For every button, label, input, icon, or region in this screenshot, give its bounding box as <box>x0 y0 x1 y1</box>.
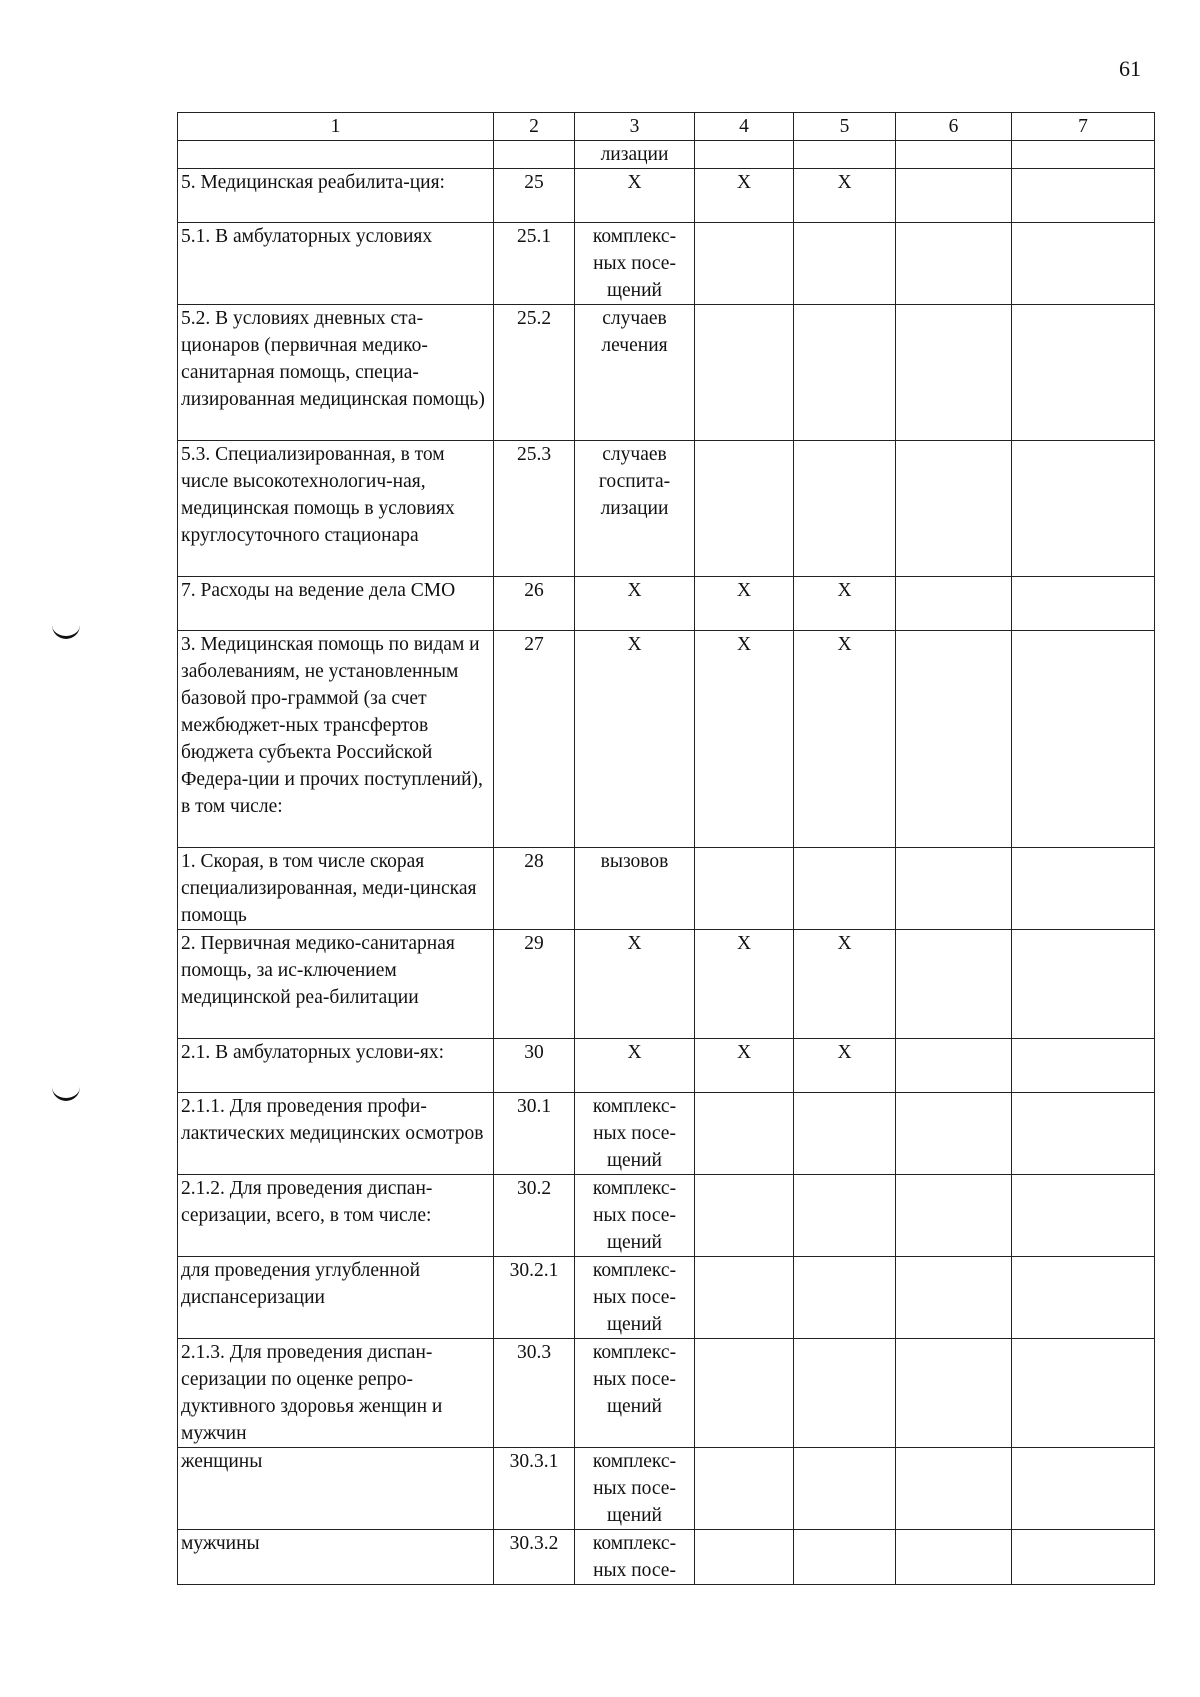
row-label: 2.1.1. Для проведения профи-лактических медицинских осмотров <box>178 1093 494 1175</box>
row-code: 30.3 <box>494 1339 575 1448</box>
row-code: 30 <box>494 1039 575 1093</box>
table-row <box>178 223 1155 305</box>
row-col4 <box>695 223 794 305</box>
row-col7 <box>1012 441 1155 577</box>
data-table <box>177 112 1155 1585</box>
row-label: 2.1.2. Для проведения диспан-серизации, всего, в том числе: <box>178 1175 494 1257</box>
table-row <box>178 441 1155 577</box>
row-unit: комплекс-ных посе-щений <box>575 1257 695 1339</box>
row-unit: X <box>575 1039 695 1093</box>
table-header-row <box>178 113 1155 141</box>
row-col4 <box>695 1175 794 1257</box>
scan-artifact-mark <box>52 622 80 639</box>
row-label: 5.2. В условиях дневных ста-ционаров (первичная медико-санитарная помощь, специа-лизированная медицинская помощь) <box>178 305 494 441</box>
row-code: 26 <box>494 577 575 631</box>
table-row <box>178 930 1155 1039</box>
row-col5 <box>794 223 896 305</box>
row-col6 <box>896 1175 1012 1257</box>
row-code: 25.3 <box>494 441 575 577</box>
row-col7 <box>1012 223 1155 305</box>
row-unit: X <box>575 631 695 848</box>
row-label: женщины <box>178 1448 494 1530</box>
row-code: 30.3.2 <box>494 1530 575 1585</box>
row-col5 <box>794 141 896 169</box>
row-label: 2.1. В амбулаторных услови-ях: <box>178 1039 494 1093</box>
row-col6 <box>896 1530 1012 1585</box>
row-code <box>494 141 575 169</box>
row-col6 <box>896 1339 1012 1448</box>
row-col7 <box>1012 1175 1155 1257</box>
row-col4: X <box>695 631 794 848</box>
row-code: 30.2.1 <box>494 1257 575 1339</box>
row-unit: комплекс-ных посе-щений <box>575 223 695 305</box>
row-label: 5.3. Специализированная, в том числе высокотехнологич-ная, медицинская помощь в условиях круглосуточного стационара <box>178 441 494 577</box>
row-code: 28 <box>494 848 575 930</box>
row-col5: X <box>794 930 896 1039</box>
row-unit: случаев госпита-лизации <box>575 441 695 577</box>
header-cell: 7 <box>1012 113 1155 141</box>
row-col5 <box>794 1530 896 1585</box>
row-code: 29 <box>494 930 575 1039</box>
row-col6 <box>896 305 1012 441</box>
row-col7 <box>1012 1530 1155 1585</box>
row-col5 <box>794 1175 896 1257</box>
row-code: 25 <box>494 169 575 223</box>
row-col7 <box>1012 1339 1155 1448</box>
header-cell: 3 <box>575 113 695 141</box>
row-unit: X <box>575 930 695 1039</box>
row-unit: вызовов <box>575 848 695 930</box>
row-col4 <box>695 305 794 441</box>
row-col5 <box>794 441 896 577</box>
page-number: 61 <box>1119 56 1141 81</box>
row-col7 <box>1012 141 1155 169</box>
row-col5: X <box>794 1039 896 1093</box>
row-unit: комплекс-ных посе-щений <box>575 1339 695 1448</box>
row-col6 <box>896 1448 1012 1530</box>
scan-artifact-mark <box>52 1084 80 1101</box>
row-col4 <box>695 441 794 577</box>
table-row <box>178 1175 1155 1257</box>
row-label: 1. Скорая, в том числе скорая специализированная, меди-цинская помощь <box>178 848 494 930</box>
row-label: 2.1.3. Для проведения диспан-серизации по оценке репро-дуктивного здоровья женщин и мужчин <box>178 1339 494 1448</box>
row-unit: X <box>575 577 695 631</box>
row-code: 30.1 <box>494 1093 575 1175</box>
row-col7 <box>1012 930 1155 1039</box>
row-col7 <box>1012 1093 1155 1175</box>
row-unit: комплекс-ных посе-щений <box>575 1093 695 1175</box>
row-col4 <box>695 1448 794 1530</box>
header-cell: 1 <box>178 113 494 141</box>
row-col4: X <box>695 930 794 1039</box>
row-col6 <box>896 223 1012 305</box>
row-col5 <box>794 1339 896 1448</box>
table-row <box>178 577 1155 631</box>
table-row <box>178 848 1155 930</box>
table-row <box>178 1448 1155 1530</box>
row-unit: комплекс-ных посе- <box>575 1530 695 1585</box>
row-col7 <box>1012 1257 1155 1339</box>
row-label: 7. Расходы на ведение дела СМО <box>178 577 494 631</box>
table-row <box>178 169 1155 223</box>
row-col7 <box>1012 848 1155 930</box>
row-col7 <box>1012 305 1155 441</box>
table-row <box>178 1093 1155 1175</box>
row-col4: X <box>695 1039 794 1093</box>
row-unit: случаев лечения <box>575 305 695 441</box>
header-cell: 5 <box>794 113 896 141</box>
row-col4 <box>695 141 794 169</box>
row-col6 <box>896 169 1012 223</box>
row-col6 <box>896 848 1012 930</box>
row-col6 <box>896 930 1012 1039</box>
table-row <box>178 1257 1155 1339</box>
row-col5: X <box>794 169 896 223</box>
row-col4 <box>695 1093 794 1175</box>
row-label: 2. Первичная медико-санитарная помощь, за ис-ключением медицинской реа-билитации <box>178 930 494 1039</box>
row-col5 <box>794 1093 896 1175</box>
row-col6 <box>896 141 1012 169</box>
row-col5 <box>794 1448 896 1530</box>
row-col7 <box>1012 1448 1155 1530</box>
row-col5 <box>794 1257 896 1339</box>
row-code: 25.1 <box>494 223 575 305</box>
row-col7 <box>1012 169 1155 223</box>
row-col6 <box>896 441 1012 577</box>
row-col7 <box>1012 577 1155 631</box>
table-row <box>178 1039 1155 1093</box>
row-col7 <box>1012 631 1155 848</box>
row-code: 30.3.1 <box>494 1448 575 1530</box>
row-col4 <box>695 1339 794 1448</box>
row-col6 <box>896 1093 1012 1175</box>
table-row <box>178 631 1155 848</box>
row-col7 <box>1012 1039 1155 1093</box>
row-label: 5.1. В амбулаторных условиях <box>178 223 494 305</box>
row-col4: X <box>695 169 794 223</box>
row-label <box>178 141 494 169</box>
row-code: 30.2 <box>494 1175 575 1257</box>
row-col5: X <box>794 577 896 631</box>
table-row <box>178 141 1155 169</box>
row-col6 <box>896 1039 1012 1093</box>
row-col6 <box>896 631 1012 848</box>
row-code: 25.2 <box>494 305 575 441</box>
row-label: мужчины <box>178 1530 494 1585</box>
table-row <box>178 305 1155 441</box>
row-col4: X <box>695 577 794 631</box>
header-cell: 6 <box>896 113 1012 141</box>
header-cell: 2 <box>494 113 575 141</box>
row-unit: комплекс-ных посе-щений <box>575 1175 695 1257</box>
row-col5: X <box>794 631 896 848</box>
row-col4 <box>695 1257 794 1339</box>
row-unit: лизации <box>575 141 695 169</box>
row-col5 <box>794 305 896 441</box>
row-col4 <box>695 848 794 930</box>
row-unit: X <box>575 169 695 223</box>
row-code: 27 <box>494 631 575 848</box>
row-col6 <box>896 1257 1012 1339</box>
row-unit: комплекс-ных посе-щений <box>575 1448 695 1530</box>
table-row <box>178 1530 1155 1585</box>
row-col4 <box>695 1530 794 1585</box>
row-label: 3. Медицинская помощь по видам и заболеваниям, не установленным базовой про-граммой (за счет межбюджет-ных трансфертов бюджета субъекта Российской Федера-ции и прочих поступлений), в том числе: <box>178 631 494 848</box>
row-label: 5. Медицинская реабилита-ция: <box>178 169 494 223</box>
header-cell: 4 <box>695 113 794 141</box>
row-col6 <box>896 577 1012 631</box>
row-col5 <box>794 848 896 930</box>
row-label: для проведения углубленной диспансеризации <box>178 1257 494 1339</box>
table-row <box>178 1339 1155 1448</box>
